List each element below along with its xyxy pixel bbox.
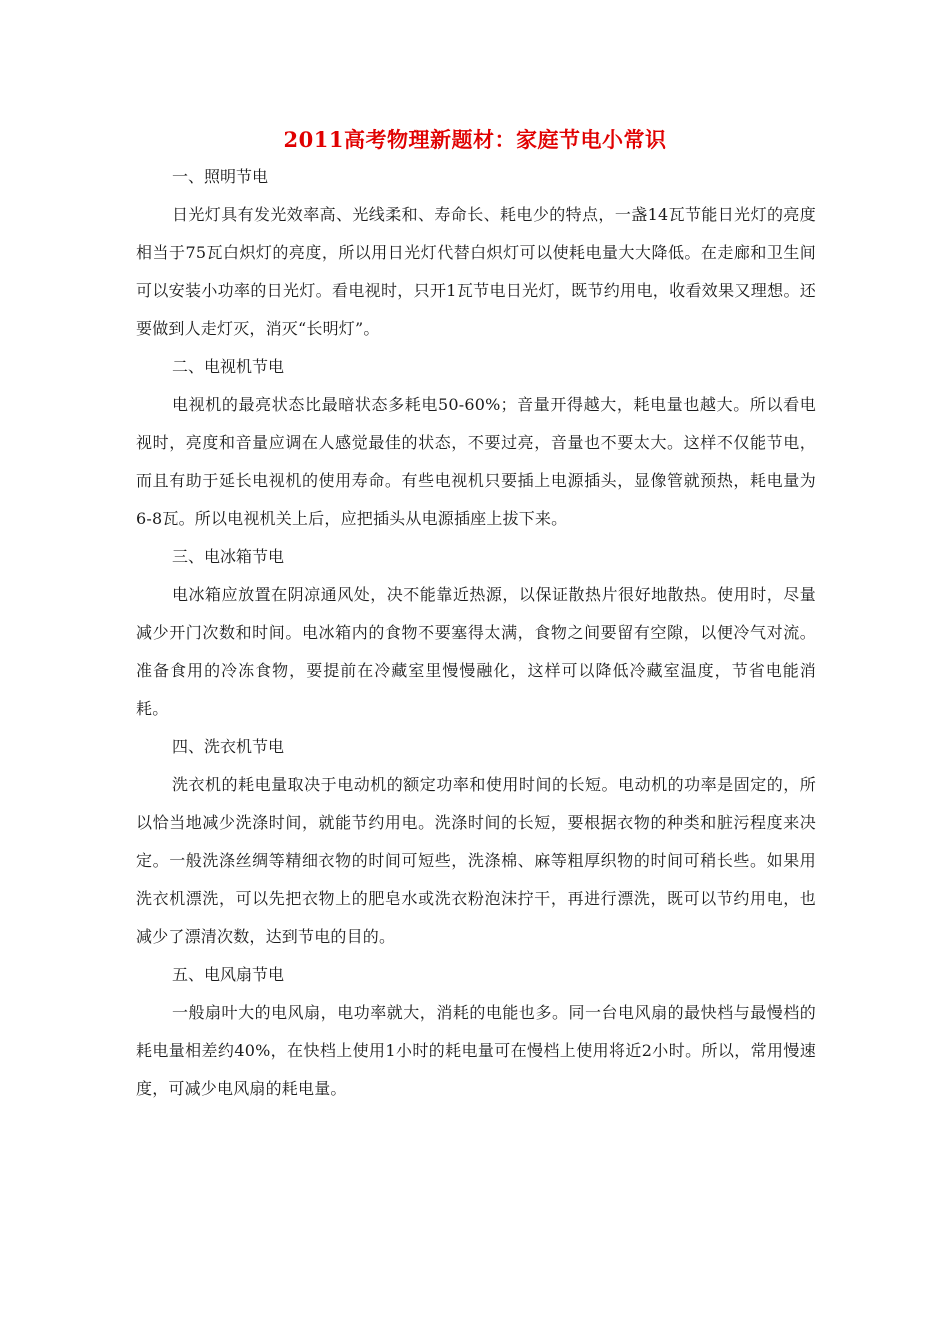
section-heading-electric-fan: 五、电风扇节电 [172,965,285,984]
section-heading-washing-machine: 四、洗衣机节电 [172,737,285,756]
section-text-lighting: 日光灯具有发光效率高、光线柔和、寿命长、耗电少的特点，一盏14瓦节能日光灯的亮度相当于75瓦白炽灯的亮度，所以用日光灯代替白炽灯可以使耗电量大大降低。在走廊和卫生间可以安装小功率的日光灯。看电视时，只开1瓦节电日光灯，既节约用电，收看效果又理想。还要做到人走灯灭，消灭“长明灯”。 [136,205,816,338]
document-body [136,158,816,1108]
section-heading-lighting: 一、照明节电 [172,167,269,186]
section-heading-refrigerator: 三、电冰箱节电 [172,547,285,566]
section-text-television: 电视机的最亮状态比最暗状态多耗电50-60%；音量开得越大，耗电量也越大。所以看电视时，亮度和音量应调在人感觉最佳的状态，不要过亮，音量也不要太大。这样不仅能节电，而且有助于延长电视机的使用寿命。有些电视机只要插上电源插头，显像管就预热，耗电量为6-8瓦。所以电视机关上后，应把插头从电源插座上拔下来。 [136,395,816,528]
section-text-refrigerator: 电冰箱应放置在阴凉通风处，决不能靠近热源，以保证散热片很好地散热。使用时，尽量减少开门次数和时间。电冰箱内的食物不要塞得太满，食物之间要留有空隙，以便冷气对流。准备食用的冷冻食物，要提前在冷藏室里慢慢融化，这样可以降低冷藏室温度，节省电能消耗。 [136,585,816,718]
section-text-electric-fan: 一般扇叶大的电风扇，电功率就大，消耗的电能也多。同一台电风扇的最快档与最慢档的耗电量相差约40%，在快档上使用1小时的耗电量可在慢档上使用将近2小时。所以，常用慢速度，可减少电风扇的耗电量。 [136,1003,816,1098]
document-title: 2011高考物理新题材：家庭节电小常识 [283,127,667,152]
section-heading-television: 二、电视机节电 [172,357,285,376]
section-text-washing-machine: 洗衣机的耗电量取决于电动机的额定功率和使用时间的长短。电动机的功率是固定的，所以恰当地减少洗涤时间，就能节约用电。洗涤时间的长短，要根据衣物的种类和脏污程度来决定。一般洗涤丝绸等精细衣物的时间可短些，洗涤棉、麻等粗厚织物的时间可稍长些。如果用洗衣机漂洗，可以先把衣物上的肥皂水或洗衣粉泡沫拧干，再进行漂洗，既可以节约用电，也减少了漂清次数，达到节电的目的。 [136,775,816,946]
